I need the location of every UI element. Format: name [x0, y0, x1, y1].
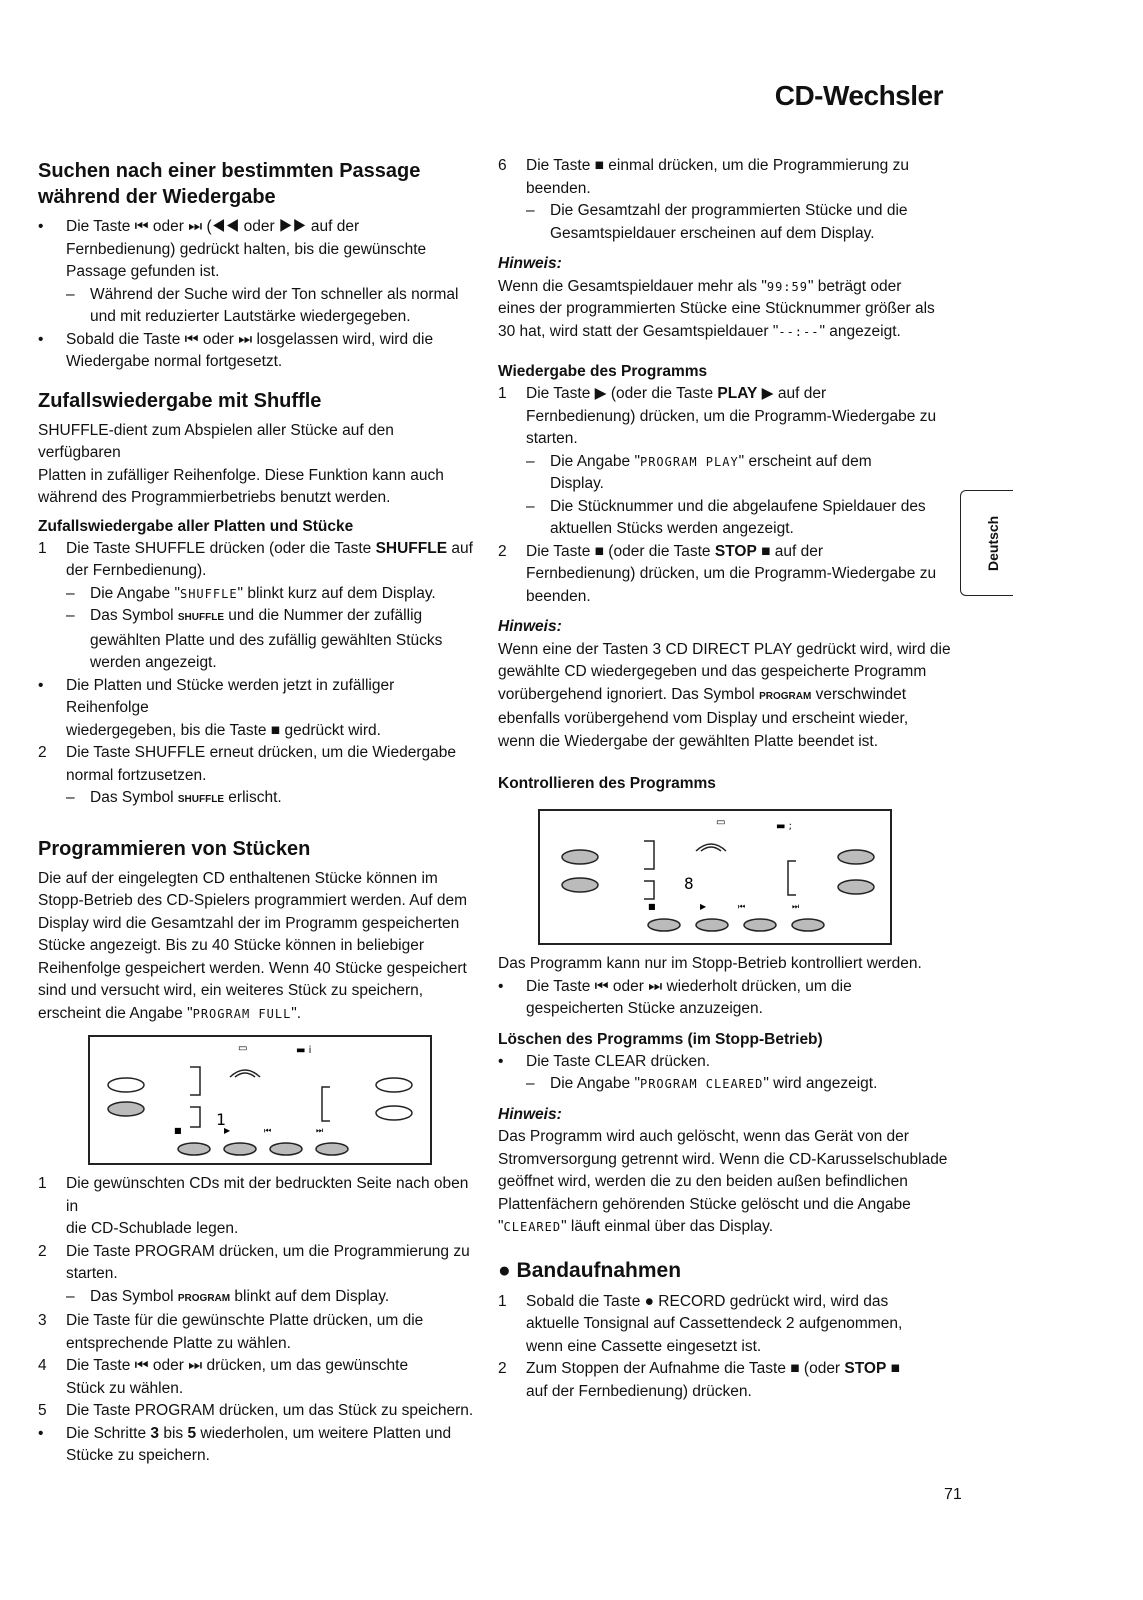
paragraph: Die auf der eingelegten CD enthaltenen Stücke können im Stopp-Betrieb des CD-Spielers programmiert werden. Auf dem Display wird die Gesamtzahl der im Programm gespeicherten Stücke angezeigt. Bis zu 40 Stücke können in beliebiger Reihenfolge gespeichert werden. Wenn 40 Stücke gespeichert sind und versucht wird, ein weiteres Stück zu speichern, erscheint die Angabe "PROGRAM FULL". [38, 869, 468, 1022]
step-item: 2 Die Taste ■ (oder die Taste STOP ■ auf der Fernbedienung) drücken, um die Programm-Wiedergabe zu beenden. [498, 542, 937, 605]
list-subitem: – Das Symbol SHUFFLE und die Nummer der zufällig gewählten Platte und des zufällig gewählten Stücks werden angezeigt. [66, 607, 443, 671]
step-item: 6 Die Taste ■ einmal drücken, um die Programmierung zu beenden. [498, 157, 909, 197]
note-text: Wenn die Gesamtspieldauer mehr als "99:59" beträgt oder eines der programmierten Stücke eine Stücknummer größer als 30 hat, wird statt der Gesamtspieldauer "--:--" angezeigt. [498, 277, 935, 340]
language-tab [960, 490, 1013, 596]
subsection-title: Löschen des Programms (im Stopp-Betrieb) [498, 1030, 823, 1048]
list-subitem: – Die Gesamtzahl der programmierten Stücke und die Gesamtspieldauer erscheinen auf dem Display. [526, 202, 908, 242]
svg-text:▬ i: ▬ i [296, 1045, 312, 1056]
svg-text:8: 8 [684, 874, 694, 893]
list-item: • Die Platten und Stücke werden jetzt in zufälliger Reihenfolge wiedergegeben, bis die Taste ■ gedrückt wird. [38, 675, 478, 743]
step-item: 1 Die gewünschten CDs mit der bedruckten Seite nach oben in die CD-Schublade legen. [38, 1175, 469, 1237]
svg-text:⏭: ⏭ [792, 902, 800, 911]
step-item: 2 Die Taste SHUFFLE erneut drücken, um die Wiedergabe normal fortzusetzen. [38, 744, 456, 784]
svg-text:1: 1 [216, 1110, 226, 1129]
step-item: 1 Die Taste SHUFFLE drücken (oder die Taste SHUFFLE auf der Fernbedienung). [38, 539, 473, 579]
language-tab-label: Deutsch [985, 515, 1001, 571]
note-text: Das Programm wird auch gelöscht, wenn das Gerät von der Stromversorgung getrennt wird. Wenn die CD-Karusselschublade geöffnet wird, werden die zu den beiden außen befindlichen Plattenfächern gehörenden Stücke gelöscht und die Angabe "CLEARED" läuft einmal über das Display. [498, 1128, 948, 1235]
display-illustration [538, 809, 892, 945]
list-subitem: – Die Angabe "PROGRAM CLEARED" wird angezeigt. [526, 1075, 878, 1092]
svg-text:⏮: ⏮ [738, 902, 746, 911]
svg-text:▭: ▭ [716, 817, 726, 828]
step-item: 1 Die Taste ▶ (oder die Taste PLAY ▶ auf der Fernbedienung) drücken, um die Programm-Wiedergabe zu starten. [498, 385, 937, 447]
section-title-program: Programmieren von Stücken [38, 837, 311, 860]
svg-text:▶: ▶ [700, 902, 707, 911]
step-item: 4 Die Taste ⏮ oder ⏭ drücken, um das gewünschte Stück zu wählen. [38, 1357, 409, 1397]
list-item: • Sobald die Taste ⏮ oder ⏭ losgelassen wird, wird die Wiedergabe normal fortgesetzt. [38, 329, 478, 374]
list-subitem: – Während der Suche wird der Ton schneller als normal und mit reduzierter Lautstärke wiedergegeben. [66, 285, 459, 325]
lcd-display-icon [90, 1037, 430, 1163]
display-illustration [88, 1035, 432, 1165]
svg-text:▭: ▭ [238, 1043, 248, 1054]
step-item: 2 Zum Stoppen der Aufnahme die Taste ■ (oder STOP ■ auf der Fernbedienung) drücken. [498, 1360, 900, 1400]
left-column [38, 158, 478, 1468]
step-item: 1 Sobald die Taste ● RECORD gedrückt wird, wird das aktuelle Tonsignal auf Cassettendeck 2 aufgenommen, wenn eine Cassette eingesetzt ist. [498, 1292, 903, 1355]
section-title-search: Suchen nach einer bestimmten Passage während der Wiedergabe [38, 160, 421, 208]
svg-text:■: ■ [174, 1126, 182, 1135]
section-title-recording: ● Bandaufnahmen [498, 1258, 682, 1282]
record-bullet-icon: ● [498, 1258, 517, 1282]
list-subitem: – Das Symbol SHUFFLE erlischt. [66, 789, 282, 806]
svg-text:▬ ;: ▬ ; [776, 821, 792, 832]
paragraph: Das Programm kann nur im Stopp-Betrieb kontrolliert werden. [498, 955, 922, 972]
page-number: 71 [944, 1486, 962, 1503]
list-subitem: – Die Angabe "SHUFFLE" blinkt kurz auf dem Display. [66, 584, 436, 602]
paragraph: SHUFFLE-dient zum Abspielen aller Stücke auf den verfügbaren Platten in zufälliger Reihenfolge. Diese Funktion kann auch während des Programmierbetriebs benutzt werden. [38, 421, 444, 506]
svg-text:■: ■ [648, 902, 656, 911]
subsection-title: Zufallswiedergabe aller Platten und Stücke [38, 517, 354, 535]
note-heading: Hinweis: [498, 1105, 562, 1123]
section-title-shuffle: Zufallswiedergabe mit Shuffle [38, 389, 322, 412]
list-subitem: – Das Symbol PROGRAM blinkt auf dem Display. [66, 1287, 390, 1305]
list-item: • Die Taste ⏮ oder ⏭ (◀◀ oder ▶▶ auf der Fernbedienung) gedrückt halten, bis die gewünschte Passage gefunden ist. [38, 216, 478, 284]
step-item: 2 Die Taste PROGRAM drücken, um die Programmierung zu starten. [38, 1242, 470, 1282]
svg-text:⏭: ⏭ [316, 1126, 324, 1135]
list-item: • Die Taste CLEAR drücken. [498, 1051, 953, 1074]
note-heading: Hinweis: [498, 255, 562, 272]
right-column [498, 155, 953, 1403]
list-item: • Die Taste ⏮ oder ⏭ wiederholt drücken, um die gespeicherten Stücke anzuzeigen. [498, 976, 953, 1021]
list-subitem: – Die Stücknummer und die abgelaufene Spieldauer des aktuellen Stücks werden angezeigt. [526, 497, 926, 537]
svg-text:⏮: ⏮ [264, 1126, 272, 1135]
list-item: • Die Schritte 3 bis 5 wiederholen, um weitere Platten und Stücke zu speichern. [38, 1423, 478, 1468]
list-subitem: – Die Angabe "PROGRAM PLAY" erscheint auf dem Display. [526, 452, 872, 492]
lcd-display-icon [540, 811, 890, 943]
subsection-title: Wiedergabe des Programms [498, 363, 708, 380]
svg-text:▶: ▶ [224, 1126, 231, 1135]
note-text: Wenn eine der Tasten 3 CD DIRECT PLAY gedrückt wird, wird die gewählte CD wiedergegeben und das gespeicherte Programm vorübergehend ignoriert. Das Symbol PROGRAM verschwindet ebenfalls vorübergehend vom Display und erscheint wieder, wenn die Wiedergabe der gewählten Platte beendet ist. [498, 640, 951, 750]
step-item: 5 Die Taste PROGRAM drücken, um das Stück zu speichern. [38, 1402, 474, 1419]
step-item: 3 Die Taste für die gewünschte Platte drücken, um die entsprechende Platte zu wählen. [38, 1312, 424, 1352]
page-title: CD-Wechsler [774, 80, 943, 111]
subsection-title: Kontrollieren des Programms [498, 775, 716, 792]
note-heading: Hinweis: [498, 618, 562, 635]
